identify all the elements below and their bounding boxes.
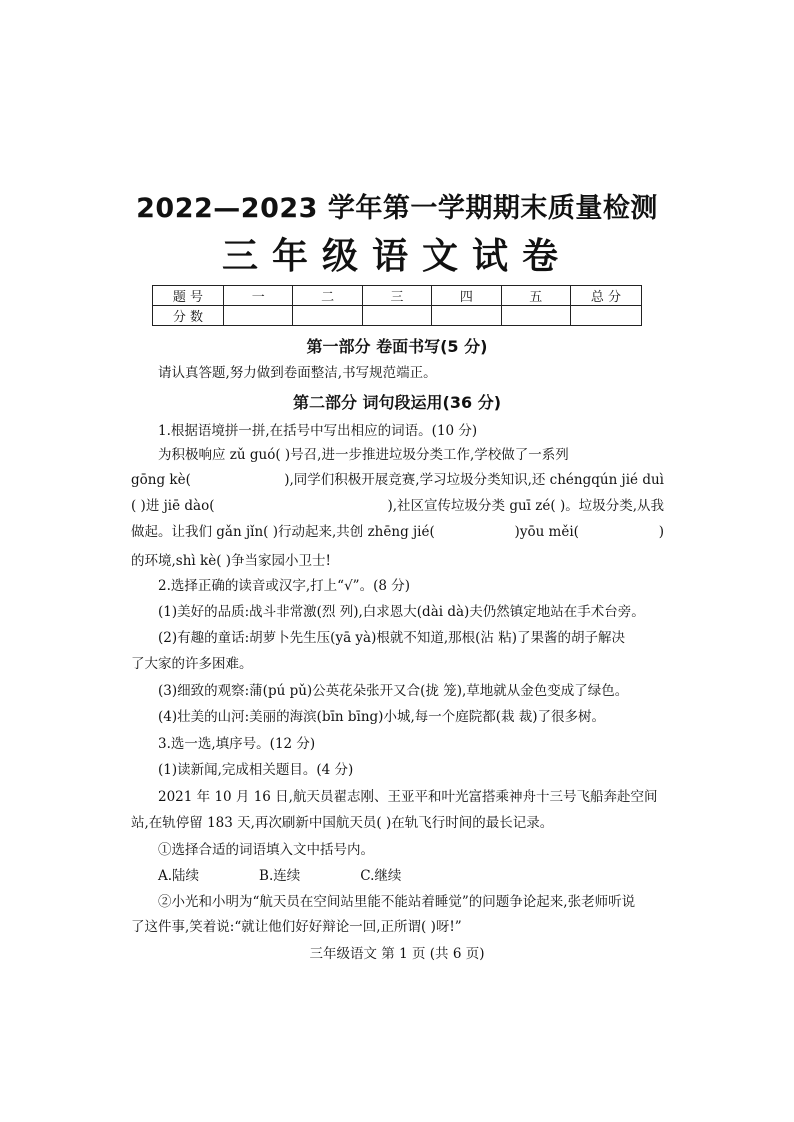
score-cell-1: 一 <box>224 286 293 306</box>
q2-item3: (3)细致的观察:蒲(pú pǔ)公英花朵张开又合(拢 笼),草地就从金色变成了绿色。 <box>158 683 629 699</box>
q1-line3-b: ),社区宣传垃圾分类 guī zé( )。垃圾分类,从我 <box>387 498 664 514</box>
part1-text: 请认真答题,努力做到卷面整洁,书写规范端正。 <box>158 365 437 381</box>
score-row-label: 分 数 <box>153 306 224 326</box>
score-cell-3: 三 <box>362 286 431 306</box>
score-input-total[interactable] <box>571 306 642 326</box>
q3-choice2-line2: 了这件事,笑着说:“就让他们好好辩论一回,正所谓( )呀!” <box>131 919 462 935</box>
score-cell-4: 四 <box>432 286 501 306</box>
q3-news-line1: 2021 年 10 月 16 日,航天员翟志刚、王亚平和叶光富搭乘神舟十三号飞船奔赴空间 <box>158 789 658 805</box>
q2-item4: (4)壮美的山河:美丽的海滨(bīn bīng)小城,每一个庭院都(栽 裁)了很多树。 <box>158 709 606 725</box>
q1-line1: 为积极响应 zǔ guó( )号召,进一步推进垃圾分类工作,学校做了一系列 <box>158 447 569 463</box>
q3-choice2-line1: ②小光和小明为“航天员在空间站里能不能站着睡觉”的问题争论起来,张老师听说 <box>158 894 636 910</box>
option-c: C.继续 <box>360 868 402 884</box>
q2-item1: (1)美好的品质:战斗非常激(烈 列),白求恩大(dài dà)夫仍然镇定地站在手术台旁。 <box>158 604 645 620</box>
exam-title: 2022—2023 学年第一学期期末质量检测 <box>136 193 658 224</box>
q2-title: 2.选择正确的读音或汉字,打上“√”。(8 分) <box>158 578 410 594</box>
q3-title: 3.选一选,填序号。(12 分) <box>158 736 316 752</box>
q3-news-line2: 站,在轨停留 183 天,再次刷新中国航天员( )在轨飞行时间的最长记录。 <box>131 815 554 831</box>
q2-item2-line2: 了大家的许多困难。 <box>131 656 253 672</box>
option-b: B.连续 <box>259 868 301 884</box>
q1-line3 <box>131 497 664 515</box>
score-input-4[interactable] <box>432 306 501 326</box>
q1-line3-a: ( )进 jiē dào( <box>131 498 215 514</box>
score-table-header-row <box>153 286 642 306</box>
score-cell-label: 题 号 <box>153 286 224 306</box>
part2-heading: 第二部分 词句段运用(36 分) <box>292 393 502 412</box>
score-cell-5: 五 <box>501 286 570 306</box>
q1-line5: 的环境,shì kè( )争当家园小卫士! <box>131 553 331 569</box>
q1-line2-b: ),同学们积极开展竞赛,学习垃圾分类知识,还 chéngqún jié duì <box>284 472 664 488</box>
score-table <box>152 285 642 326</box>
q3-choice1-options <box>158 867 664 885</box>
q2-item2-line1: (2)有趣的童话:胡萝卜先生压(yā yà)根就不知道,那根(沾 粘)了果酱的胡子解决 <box>158 630 625 646</box>
option-a: A.陆续 <box>158 868 200 884</box>
score-input-2[interactable] <box>293 306 362 326</box>
q3-choice1-prompt: ①选择合适的词语填入文中括号内。 <box>158 842 374 858</box>
exam-subtitle: 三年级语文试卷 <box>221 236 572 277</box>
score-input-5[interactable] <box>501 306 570 326</box>
part1-heading: 第一部分 卷面书写(5 分) <box>306 337 488 356</box>
page-footer: 三年级语文 第 1 页 (共 6 页) <box>309 946 485 962</box>
score-input-3[interactable] <box>362 306 431 326</box>
score-table-score-row <box>153 306 642 326</box>
q1-line2 <box>131 471 664 489</box>
q1-line4-a: 做起。让我们 gǎn jǐn( )行动起来,共创 zhēng jié( <box>131 524 435 540</box>
q1-line4 <box>131 523 664 541</box>
q1-line4-b: )yōu měi( <box>514 524 579 540</box>
score-cell-2: 二 <box>293 286 362 306</box>
q1-line4-c: ) <box>658 524 664 540</box>
q1-line2-a: gōng kè( <box>131 472 191 488</box>
score-input-1[interactable] <box>224 306 293 326</box>
q1-title: 1.根据语境拼一拼,在括号中写出相应的词语。(10 分) <box>158 423 478 439</box>
q3-sub1: (1)读新闻,完成相关题目。(4 分) <box>158 762 354 778</box>
score-cell-total: 总 分 <box>571 286 642 306</box>
